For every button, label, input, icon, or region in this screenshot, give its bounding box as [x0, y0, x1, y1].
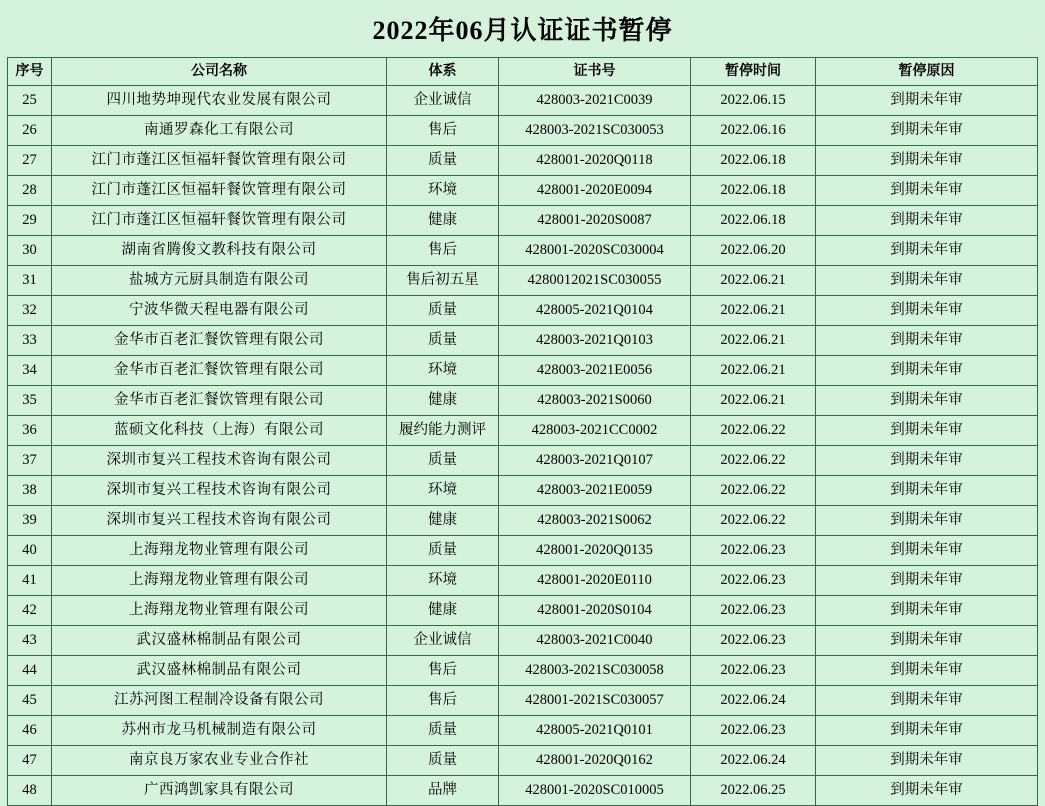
- cell-system: 售后: [387, 656, 499, 686]
- cell-company: 苏州市龙马机械制造有限公司: [52, 716, 387, 746]
- cell-reason: 到期未年审: [816, 476, 1038, 506]
- cell-certificate-no: 428001-2020S0087: [499, 206, 691, 236]
- cell-index: 42: [8, 596, 52, 626]
- table-row: [8, 506, 1038, 536]
- cell-suspend-date: 2022.06.23: [691, 596, 816, 626]
- cell-certificate-no: 428003-2021CC0002: [499, 416, 691, 446]
- page-title: 2022年06月认证证书暂停: [372, 16, 673, 45]
- cell-certificate-no: 428001-2020S0104: [499, 596, 691, 626]
- cell-company: 上海翔龙物业管理有限公司: [52, 566, 387, 596]
- cell-reason: 到期未年审: [816, 656, 1038, 686]
- cell-index: 33: [8, 326, 52, 356]
- table-row: [8, 236, 1038, 266]
- cell-certificate-no: 428003-2021SC030058: [499, 656, 691, 686]
- cell-reason: 到期未年审: [816, 206, 1038, 236]
- cell-index: 30: [8, 236, 52, 266]
- cell-company: 金华市百老汇餐饮管理有限公司: [52, 356, 387, 386]
- cell-certificate-no: 428003-2021E0059: [499, 476, 691, 506]
- cell-system: 履约能力测评: [387, 416, 499, 446]
- cell-index: 39: [8, 506, 52, 536]
- cell-reason: 到期未年审: [816, 536, 1038, 566]
- cell-reason: 到期未年审: [816, 236, 1038, 266]
- cell-suspend-date: 2022.06.24: [691, 686, 816, 716]
- cell-certificate-no: 428001-2020Q0135: [499, 536, 691, 566]
- table-header-row: [8, 58, 1038, 86]
- cell-system: 售后: [387, 686, 499, 716]
- cell-index: 48: [8, 776, 52, 806]
- cell-system: 环境: [387, 176, 499, 206]
- cell-index: 26: [8, 116, 52, 146]
- cell-suspend-date: 2022.06.22: [691, 416, 816, 446]
- table-row: [8, 86, 1038, 116]
- cell-suspend-date: 2022.06.23: [691, 626, 816, 656]
- cell-suspend-date: 2022.06.24: [691, 746, 816, 776]
- cell-company: 江门市蓬江区恒福轩餐饮管理有限公司: [52, 176, 387, 206]
- cell-suspend-date: 2022.06.16: [691, 116, 816, 146]
- table-row: [8, 776, 1038, 806]
- cell-suspend-date: 2022.06.21: [691, 266, 816, 296]
- cell-certificate-no: 428001-2021SC030057: [499, 686, 691, 716]
- cell-system: 健康: [387, 596, 499, 626]
- cell-index: 45: [8, 686, 52, 716]
- cell-index: 47: [8, 746, 52, 776]
- cell-certificate-no: 428003-2021S0062: [499, 506, 691, 536]
- cell-certificate-no: 428005-2021Q0101: [499, 716, 691, 746]
- cell-company: 金华市百老汇餐饮管理有限公司: [52, 386, 387, 416]
- table-body: [8, 86, 1038, 806]
- cell-certificate-no: 428003-2021Q0107: [499, 446, 691, 476]
- cell-company: 南通罗森化工有限公司: [52, 116, 387, 146]
- cell-index: 43: [8, 626, 52, 656]
- cell-system: 质量: [387, 326, 499, 356]
- cell-suspend-date: 2022.06.23: [691, 656, 816, 686]
- cell-company: 上海翔龙物业管理有限公司: [52, 596, 387, 626]
- column-header-certificate-no: 证书号: [499, 58, 691, 86]
- cell-certificate-no: 428001-2020Q0118: [499, 146, 691, 176]
- table-row: [8, 206, 1038, 236]
- cell-reason: 到期未年审: [816, 746, 1038, 776]
- cell-index: 36: [8, 416, 52, 446]
- cell-system: 质量: [387, 446, 499, 476]
- cell-system: 质量: [387, 746, 499, 776]
- cell-system: 售后: [387, 116, 499, 146]
- table-row: [8, 446, 1038, 476]
- cell-certificate-no: 428001-2020SC030004: [499, 236, 691, 266]
- cell-reason: 到期未年审: [816, 566, 1038, 596]
- table-row: [8, 686, 1038, 716]
- cell-company: 深圳市复兴工程技术咨询有限公司: [52, 476, 387, 506]
- cell-suspend-date: 2022.06.21: [691, 296, 816, 326]
- cell-suspend-date: 2022.06.21: [691, 356, 816, 386]
- table-row: [8, 536, 1038, 566]
- cell-certificate-no: 428003-2021S0060: [499, 386, 691, 416]
- cell-company: 江门市蓬江区恒福轩餐饮管理有限公司: [52, 146, 387, 176]
- table-row: [8, 386, 1038, 416]
- cell-suspend-date: 2022.06.23: [691, 716, 816, 746]
- cell-reason: 到期未年审: [816, 506, 1038, 536]
- column-header-suspend-date: 暂停时间: [691, 58, 816, 86]
- cell-company: 上海翔龙物业管理有限公司: [52, 536, 387, 566]
- cell-suspend-date: 2022.06.20: [691, 236, 816, 266]
- cell-system: 健康: [387, 206, 499, 236]
- cell-suspend-date: 2022.06.25: [691, 776, 816, 806]
- cell-suspend-date: 2022.06.18: [691, 146, 816, 176]
- cell-certificate-no: 428005-2021Q0104: [499, 296, 691, 326]
- certificate-suspension-table: [7, 57, 1038, 806]
- cell-suspend-date: 2022.06.22: [691, 446, 816, 476]
- cell-system: 环境: [387, 356, 499, 386]
- cell-index: 32: [8, 296, 52, 326]
- cell-suspend-date: 2022.06.18: [691, 206, 816, 236]
- cell-reason: 到期未年审: [816, 446, 1038, 476]
- cell-reason: 到期未年审: [816, 266, 1038, 296]
- table-row: [8, 656, 1038, 686]
- cell-reason: 到期未年审: [816, 116, 1038, 146]
- cell-system: 企业诚信: [387, 86, 499, 116]
- cell-company: 宁波华微天程电器有限公司: [52, 296, 387, 326]
- cell-company: 南京良万家农业专业合作社: [52, 746, 387, 776]
- cell-reason: 到期未年审: [816, 356, 1038, 386]
- cell-system: 健康: [387, 386, 499, 416]
- cell-system: 售后: [387, 236, 499, 266]
- column-header-reason: 暂停原因: [816, 58, 1038, 86]
- cell-company: 深圳市复兴工程技术咨询有限公司: [52, 506, 387, 536]
- cell-system: 售后初五星: [387, 266, 499, 296]
- cell-system: 质量: [387, 146, 499, 176]
- cell-index: 28: [8, 176, 52, 206]
- cell-system: 质量: [387, 296, 499, 326]
- cell-suspend-date: 2022.06.22: [691, 506, 816, 536]
- table-row: [8, 596, 1038, 626]
- table-row: [8, 176, 1038, 206]
- table-row: [8, 716, 1038, 746]
- cell-reason: 到期未年审: [816, 326, 1038, 356]
- cell-suspend-date: 2022.06.23: [691, 566, 816, 596]
- cell-reason: 到期未年审: [816, 296, 1038, 326]
- cell-index: 35: [8, 386, 52, 416]
- cell-certificate-no: 4280012021SC030055: [499, 266, 691, 296]
- cell-certificate-no: 428003-2021SC030053: [499, 116, 691, 146]
- cell-reason: 到期未年审: [816, 776, 1038, 806]
- cell-certificate-no: 428001-2020SC010005: [499, 776, 691, 806]
- column-header-company: 公司名称: [52, 58, 387, 86]
- table-row: [8, 626, 1038, 656]
- cell-company: 武汉盛林棉制品有限公司: [52, 626, 387, 656]
- cell-suspend-date: 2022.06.22: [691, 476, 816, 506]
- cell-company: 金华市百老汇餐饮管理有限公司: [52, 326, 387, 356]
- cell-certificate-no: 428001-2020Q0162: [499, 746, 691, 776]
- cell-company: 江门市蓬江区恒福轩餐饮管理有限公司: [52, 206, 387, 236]
- cell-index: 38: [8, 476, 52, 506]
- cell-certificate-no: 428003-2021C0040: [499, 626, 691, 656]
- cell-company: 深圳市复兴工程技术咨询有限公司: [52, 446, 387, 476]
- cell-reason: 到期未年审: [816, 686, 1038, 716]
- table-row: [8, 266, 1038, 296]
- cell-reason: 到期未年审: [816, 596, 1038, 626]
- cell-certificate-no: 428001-2020E0094: [499, 176, 691, 206]
- cell-reason: 到期未年审: [816, 716, 1038, 746]
- cell-system: 环境: [387, 476, 499, 506]
- table-row: [8, 296, 1038, 326]
- table-row: [8, 116, 1038, 146]
- column-header-index: 序号: [8, 58, 52, 86]
- cell-system: 品牌: [387, 776, 499, 806]
- cell-suspend-date: 2022.06.21: [691, 326, 816, 356]
- cell-company: 蓝硕文化科技（上海）有限公司: [52, 416, 387, 446]
- cell-certificate-no: 428003-2021C0039: [499, 86, 691, 116]
- cell-company: 四川地势坤现代农业发展有限公司: [52, 86, 387, 116]
- cell-index: 41: [8, 566, 52, 596]
- cell-system: 企业诚信: [387, 626, 499, 656]
- cell-index: 29: [8, 206, 52, 236]
- cell-index: 40: [8, 536, 52, 566]
- cell-certificate-no: 428001-2020E0110: [499, 566, 691, 596]
- cell-suspend-date: 2022.06.15: [691, 86, 816, 116]
- cell-company: 广西鸿凯家具有限公司: [52, 776, 387, 806]
- cell-index: 34: [8, 356, 52, 386]
- cell-system: 质量: [387, 536, 499, 566]
- cell-reason: 到期未年审: [816, 86, 1038, 116]
- cell-certificate-no: 428003-2021E0056: [499, 356, 691, 386]
- table-row: [8, 746, 1038, 776]
- table-row: [8, 416, 1038, 446]
- table-row: [8, 566, 1038, 596]
- table-row: [8, 476, 1038, 506]
- column-header-system: 体系: [387, 58, 499, 86]
- cell-suspend-date: 2022.06.18: [691, 176, 816, 206]
- cell-reason: 到期未年审: [816, 176, 1038, 206]
- cell-index: 37: [8, 446, 52, 476]
- cell-index: 46: [8, 716, 52, 746]
- cell-system: 健康: [387, 506, 499, 536]
- cell-company: 武汉盛林棉制品有限公司: [52, 656, 387, 686]
- table-row: [8, 146, 1038, 176]
- cell-reason: 到期未年审: [816, 416, 1038, 446]
- cell-reason: 到期未年审: [816, 146, 1038, 176]
- cell-reason: 到期未年审: [816, 626, 1038, 656]
- cell-certificate-no: 428003-2021Q0103: [499, 326, 691, 356]
- cell-index: 44: [8, 656, 52, 686]
- cell-system: 环境: [387, 566, 499, 596]
- cell-suspend-date: 2022.06.21: [691, 386, 816, 416]
- cell-system: 质量: [387, 716, 499, 746]
- cell-index: 25: [8, 86, 52, 116]
- cell-suspend-date: 2022.06.23: [691, 536, 816, 566]
- cell-company: 江苏河图工程制冷设备有限公司: [52, 686, 387, 716]
- cell-index: 27: [8, 146, 52, 176]
- cell-company: 盐城方元厨具制造有限公司: [52, 266, 387, 296]
- cell-index: 31: [8, 266, 52, 296]
- cell-reason: 到期未年审: [816, 386, 1038, 416]
- cell-company: 湖南省腾俊文教科技有限公司: [52, 236, 387, 266]
- table-row: [8, 326, 1038, 356]
- table-row: [8, 356, 1038, 386]
